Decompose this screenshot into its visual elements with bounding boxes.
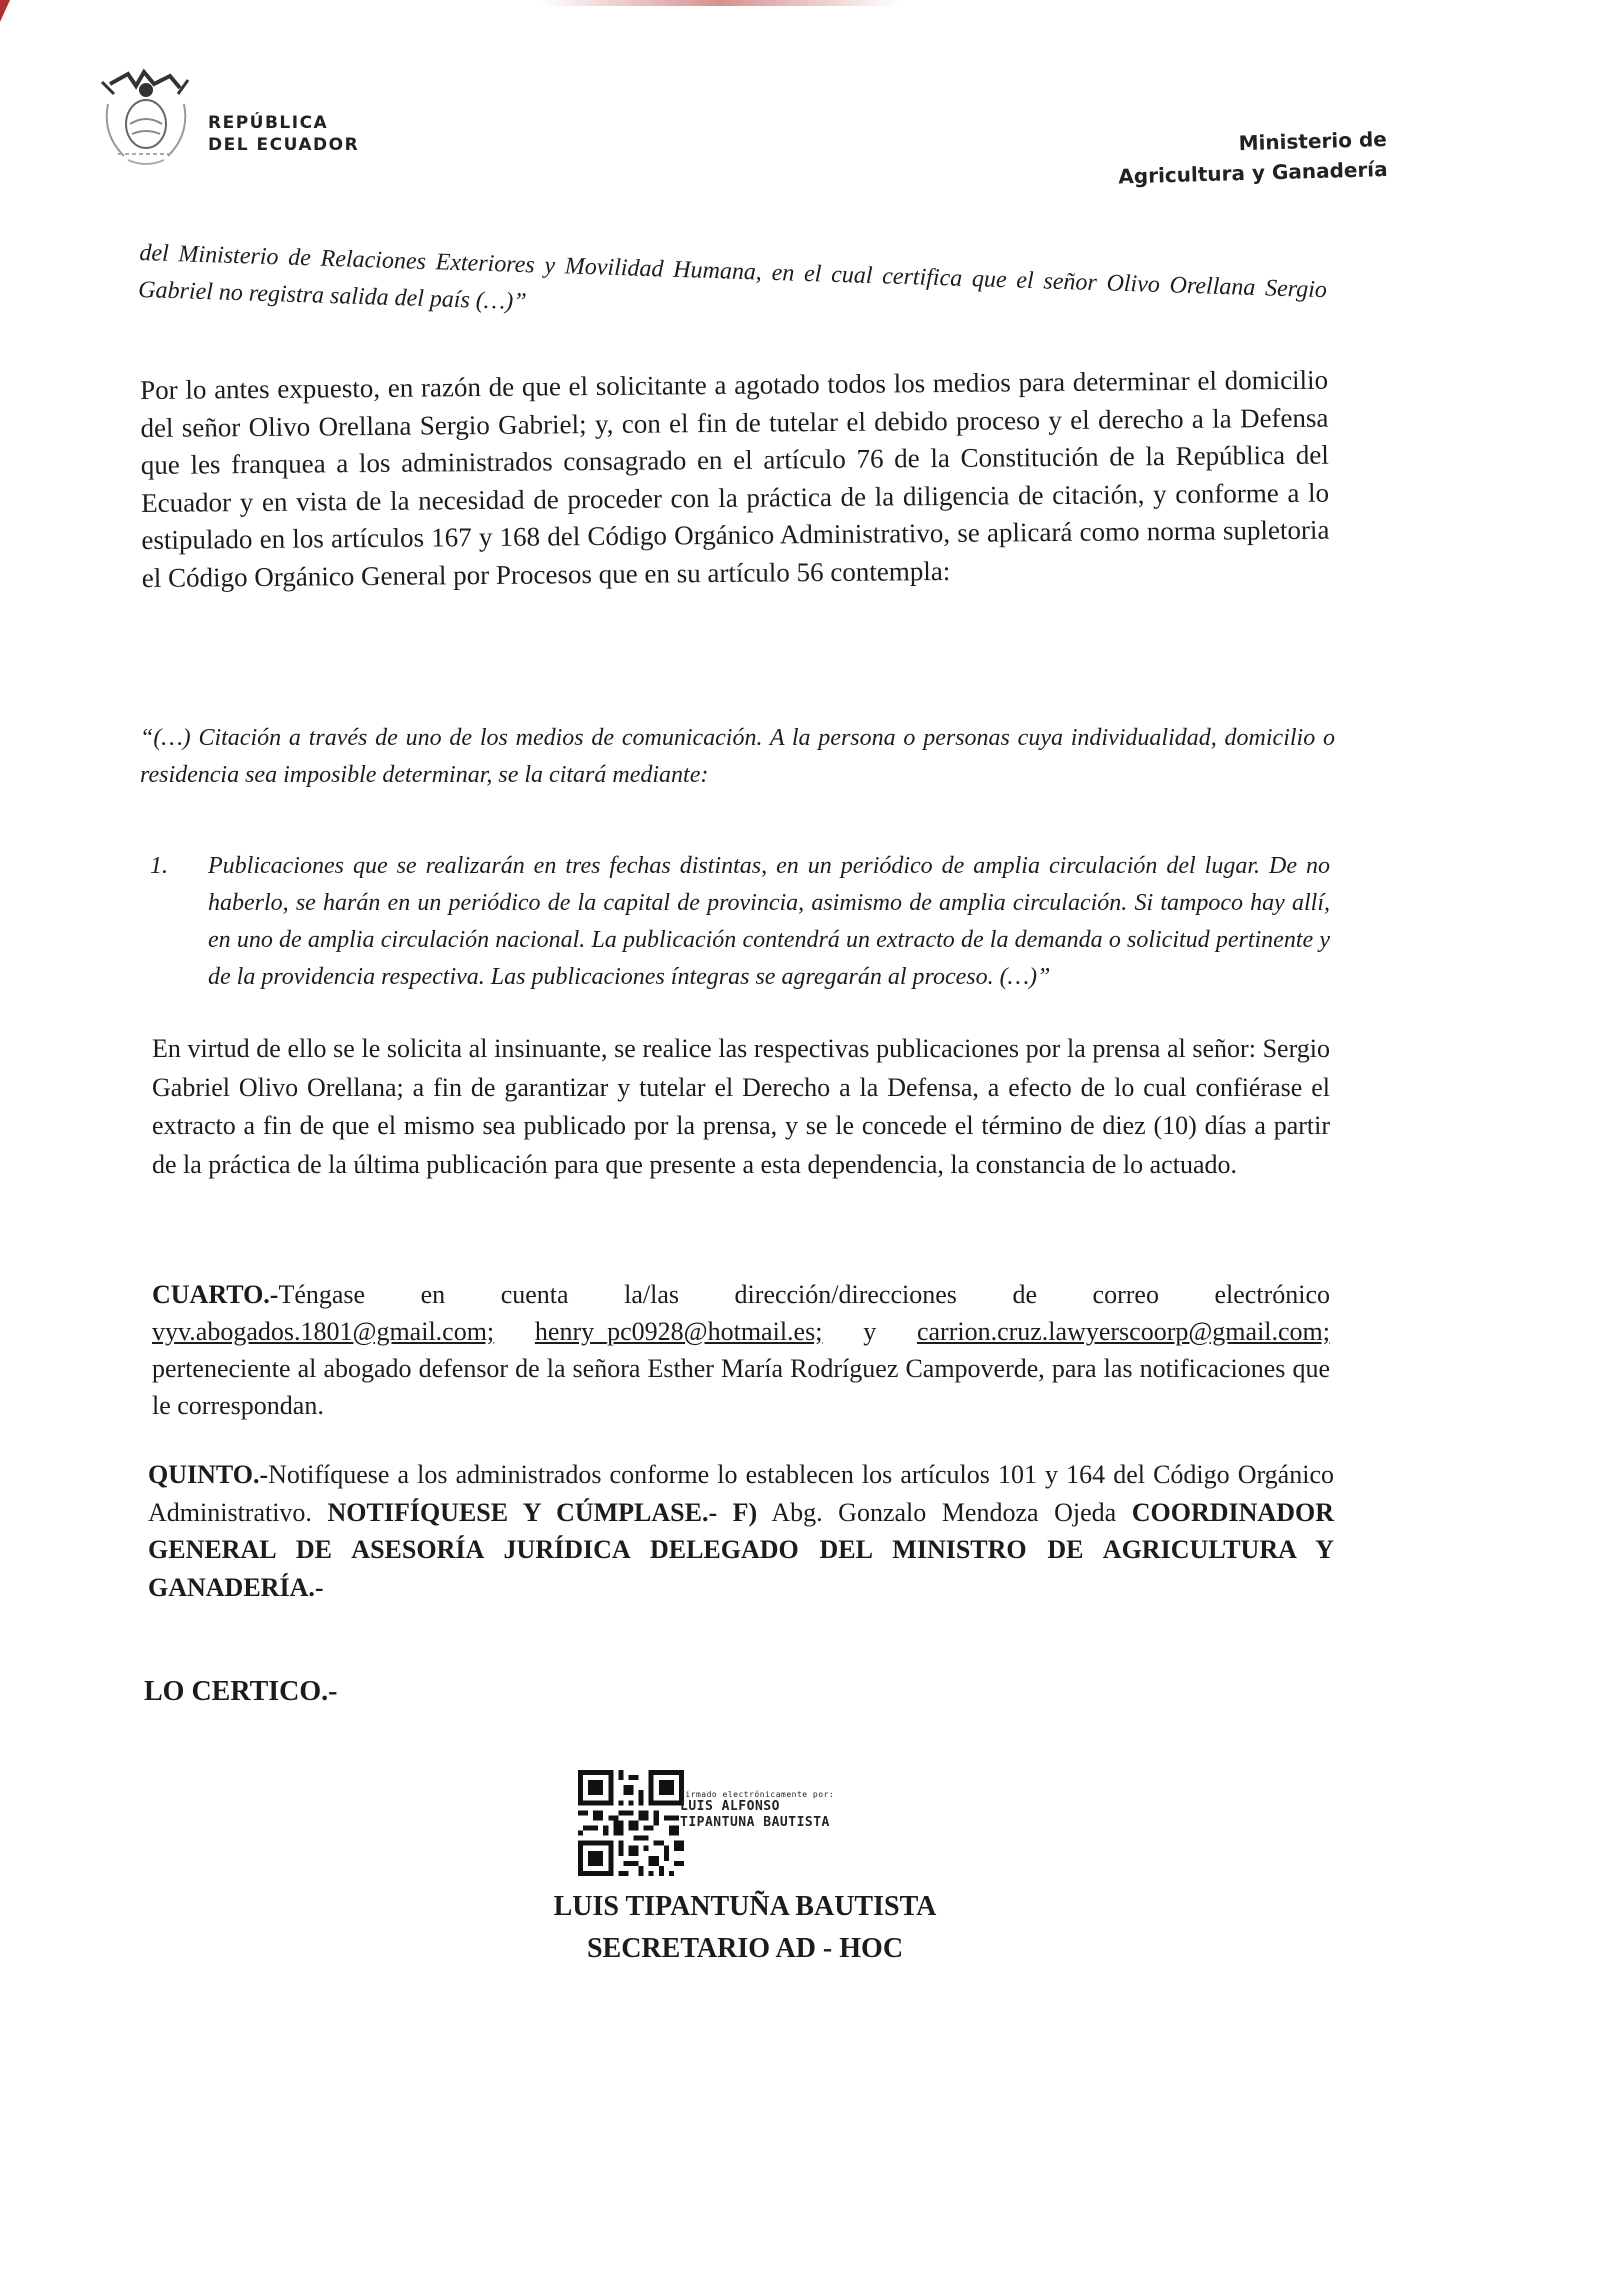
signer-name: LUIS TIPANTUÑA BAUTISTA: [553, 1891, 937, 1922]
quinto-label: QUINTO.-: [148, 1460, 269, 1489]
ministry-label: [1117, 124, 1388, 191]
quote-continuation: del Ministerio de Relaciones Exteriores y Movilidad Humana, en el cual certifica que el señor Olivo Orellana Sergio Gabriel no registra salida del país (…)”: [137, 239, 1328, 316]
email-link-3[interactable]: carrion.cruz.lawyerscoorp@gmail.com;: [916, 1317, 1331, 1346]
coat-of-arms-icon: [88, 64, 212, 174]
signatory-title: COORDINADOR GENERAL DE ASESORÍA JURÍDICA DELEGADO DEL MINISTRO DE AGRICULTURA Y GANADERÍA.-: [148, 1497, 1334, 1602]
qr-code-icon: [578, 1770, 684, 1876]
scan-mark: [540, 0, 900, 6]
ministry-line-1: Ministerio de: [1237, 126, 1387, 156]
electronic-signature-tag: [680, 1790, 834, 1831]
signatory-name: Abg. Gonzalo Mendoza Ojeda: [771, 1497, 1117, 1527]
cuarto-text: Téngase en cuenta la/las dirección/direcciones de correo electrónico: [278, 1280, 1330, 1309]
signature-name-line-2: TIPANTUNA BAUTISTA: [680, 1815, 830, 1830]
ministry-line-2: Agricultura y Ganadería: [1117, 156, 1388, 189]
signer-block: [0, 1886, 1490, 1970]
email-link-1[interactable]: vyv.abogados.1801@gmail.com;: [152, 1317, 495, 1346]
notify-statement: NOTIFÍQUESE Y CÚMPLASE.- F): [327, 1497, 758, 1527]
paragraph-request: En virtud de ello se le solicita al insinuante, se realice las respectivas publicaciones por la prensa al señor: Sergio Gabriel Olivo Orellana; a fin de garantizar y tutelar el Derecho a la Defensa, a efecto de lo cual confiérase el extracto a fin de que el mismo sea publicado por la prensa, y se le concede el término de diez (10) días a partir de la práctica de la última publicación para que presente a esta dependencia, la constancia de lo actuado.: [152, 1034, 1330, 1179]
quote-citation-intro: “(…) Citación a través de uno de los medios de comunicación. A la persona o personas cuya individualidad, domicilio o residencia sea imposible determinar, se la citará mediante:: [140, 725, 1335, 788]
cuarto-text-2: perteneciente al abogado defensor de la señora Esther María Rodríguez Campoverde, para las notificaciones que le correspondan.: [152, 1354, 1330, 1420]
signer-title: SECRETARIO AD - HOC: [586, 1933, 904, 1964]
paragraph-considerations: Por lo antes expuesto, en razón de que el solicitante a agotado todos los medios para determinar el domicilio del señor Olivo Orellana Sergio Gabriel; y, con el fin de tutelar el debido proceso y el derecho a la Defensa que les franquea a los administrados consagrado en el artículo 76 de la Constitución de la República del Ecuador y en vista de la necesidad de proceder con la práctica de la diligencia de citación, y conforme a lo estipulado en los artículos 167 y 168 del Código Orgánico Administrativo, se aplicará como norma supletoria el Código Orgánico General por Procesos que en su artículo 56 contempla:: [140, 364, 1330, 593]
cuarto-label: CUARTO.-: [152, 1280, 279, 1309]
republic-line-2: DEL ECUADOR: [208, 135, 360, 155]
email-link-2[interactable]: henry_pc0928@hotmail.es;: [534, 1317, 823, 1346]
conjunction: y: [863, 1317, 877, 1346]
section-quinto: [148, 1456, 1334, 1606]
list-number: 1.: [150, 853, 168, 879]
list-item-text: Publicaciones que se realizarán en tres fechas distintas, en un periódico de amplia circulación del lugar. De no haberlo, se harán en un periódico de la capital de provincia, asimismo de amplia circulación. Si tampoco hay allí, en uno de amplia circulación nacional. La publicación contendrá un extracto de la demanda o solicitud pertinente y de la providencia respectiva. Las publicaciones íntegras se agregarán al proceso. (…)”: [208, 853, 1330, 990]
section-cuarto: [152, 1276, 1330, 1424]
certification-label: LO CERTICO.-: [144, 1676, 338, 1707]
republic-line-1: REPÚBLICA: [208, 113, 329, 133]
republic-label: [208, 112, 359, 156]
signature-caption: Firmado electrónicamente por:: [680, 1790, 835, 1799]
signature-name-line-1: LUIS ALFONSO: [680, 1799, 780, 1814]
corner-mark: [0, 0, 10, 22]
quote-list-item: [150, 848, 1330, 996]
quinto-text: Notifíquese a los administrados conforme lo establecen los artículos 101 y 164 del Código Orgánico Administrativo.: [148, 1460, 1334, 1527]
